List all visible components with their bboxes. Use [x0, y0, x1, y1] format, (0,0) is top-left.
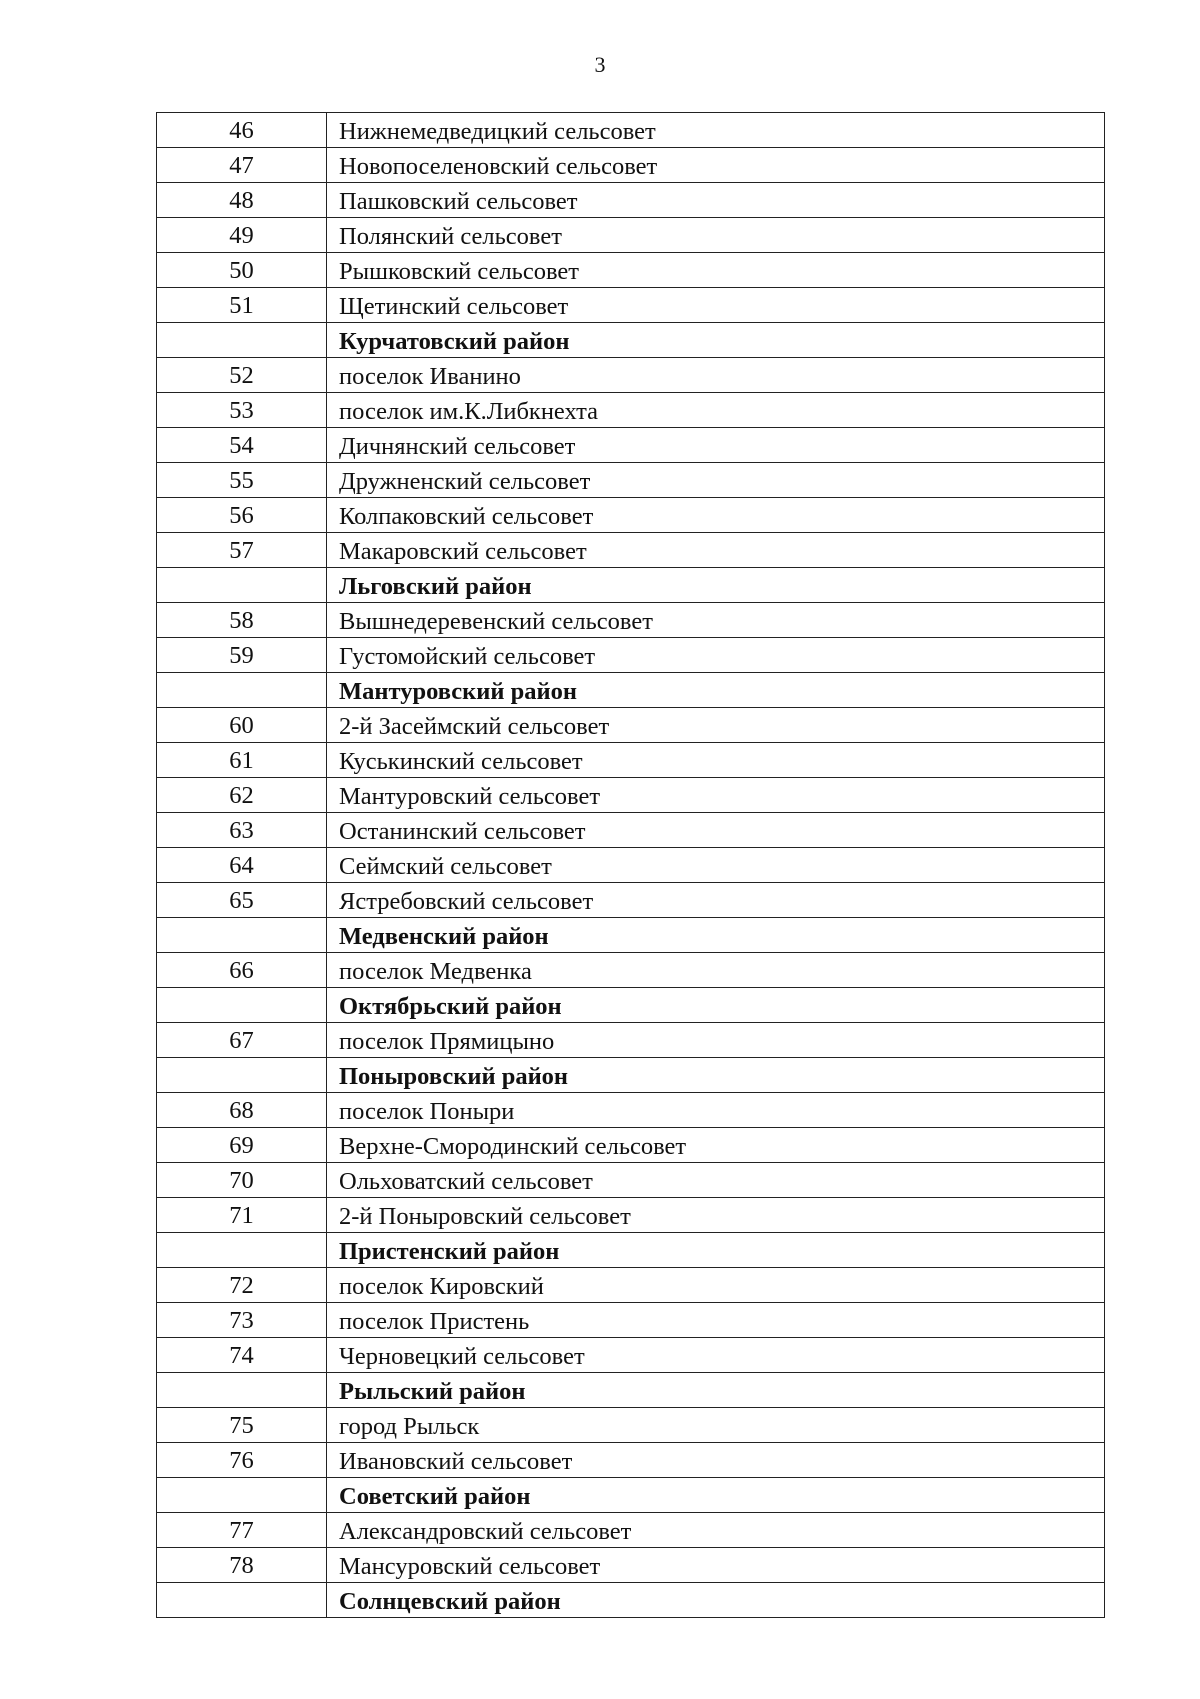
table-row — [157, 813, 1105, 848]
row-number: 48 — [157, 183, 327, 218]
table-row — [157, 1198, 1105, 1233]
settlement-name: Щетинский сельсовет — [327, 288, 1105, 323]
settlement-name: Останинский сельсовет — [327, 813, 1105, 848]
row-number: 61 — [157, 743, 327, 778]
settlement-name: город Рыльск — [327, 1408, 1105, 1443]
table-row — [157, 253, 1105, 288]
row-number: 70 — [157, 1163, 327, 1198]
settlement-name: 2-й Поныровский сельсовет — [327, 1198, 1105, 1233]
row-number — [157, 918, 327, 953]
row-number: 55 — [157, 463, 327, 498]
row-number — [157, 1058, 327, 1093]
row-number — [157, 1583, 327, 1618]
row-number: 54 — [157, 428, 327, 463]
row-number: 67 — [157, 1023, 327, 1058]
settlement-name: Ивановский сельсовет — [327, 1443, 1105, 1478]
row-number: 74 — [157, 1338, 327, 1373]
district-header-row — [157, 1058, 1105, 1093]
settlement-name: поселок Пристень — [327, 1303, 1105, 1338]
settlement-name: Куськинский сельсовет — [327, 743, 1105, 778]
settlement-name: поселок Прямицыно — [327, 1023, 1105, 1058]
settlement-name: Вышнедеревенский сельсовет — [327, 603, 1105, 638]
row-number: 53 — [157, 393, 327, 428]
row-number — [157, 1373, 327, 1408]
settlement-name: Колпаковский сельсовет — [327, 498, 1105, 533]
row-number: 62 — [157, 778, 327, 813]
table-row — [157, 498, 1105, 533]
district-name: Курчатовский район — [327, 323, 1105, 358]
row-number: 63 — [157, 813, 327, 848]
row-number — [157, 988, 327, 1023]
settlement-name: Дружненский сельсовет — [327, 463, 1105, 498]
table-row — [157, 393, 1105, 428]
district-name: Льговский район — [327, 568, 1105, 603]
settlement-name: Рышковский сельсовет — [327, 253, 1105, 288]
settlement-name: Новопоселеновский сельсовет — [327, 148, 1105, 183]
table-row — [157, 428, 1105, 463]
settlement-name: поселок Иванино — [327, 358, 1105, 393]
settlement-name: Мансуровский сельсовет — [327, 1548, 1105, 1583]
district-header-row — [157, 673, 1105, 708]
district-name: Советский район — [327, 1478, 1105, 1513]
row-number: 50 — [157, 253, 327, 288]
table-row — [157, 533, 1105, 568]
table-row — [157, 1303, 1105, 1338]
table-row — [157, 1443, 1105, 1478]
district-header-row — [157, 1478, 1105, 1513]
row-number: 64 — [157, 848, 327, 883]
settlement-name: Ястребовский сельсовет — [327, 883, 1105, 918]
table-row — [157, 463, 1105, 498]
table-row — [157, 218, 1105, 253]
row-number: 47 — [157, 148, 327, 183]
settlement-name: Макаровский сельсовет — [327, 533, 1105, 568]
table-row — [157, 603, 1105, 638]
row-number: 57 — [157, 533, 327, 568]
settlement-name: поселок Поныри — [327, 1093, 1105, 1128]
row-number: 46 — [157, 113, 327, 148]
table-row — [157, 1163, 1105, 1198]
table-row — [157, 183, 1105, 218]
district-header-row — [157, 918, 1105, 953]
row-number: 60 — [157, 708, 327, 743]
row-number: 72 — [157, 1268, 327, 1303]
row-number: 71 — [157, 1198, 327, 1233]
table-row — [157, 1338, 1105, 1373]
table-row — [157, 1128, 1105, 1163]
settlement-name: Сеймский сельсовет — [327, 848, 1105, 883]
row-number: 52 — [157, 358, 327, 393]
settlement-name: Нижнемедведицкий сельсовет — [327, 113, 1105, 148]
settlement-name: поселок Медвенка — [327, 953, 1105, 988]
district-header-row — [157, 1233, 1105, 1268]
table-row — [157, 148, 1105, 183]
district-header-row — [157, 568, 1105, 603]
table-row — [157, 848, 1105, 883]
district-name: Пристенский район — [327, 1233, 1105, 1268]
row-number: 51 — [157, 288, 327, 323]
row-number: 73 — [157, 1303, 327, 1338]
settlement-name: Черновецкий сельсовет — [327, 1338, 1105, 1373]
district-name: Солнцевский район — [327, 1583, 1105, 1618]
settlement-name: Полянский сельсовет — [327, 218, 1105, 253]
district-name: Октябрьский район — [327, 988, 1105, 1023]
row-number: 78 — [157, 1548, 327, 1583]
settlement-name: 2-й Засеймский сельсовет — [327, 708, 1105, 743]
table-body — [157, 113, 1105, 1618]
table-row — [157, 883, 1105, 918]
district-name: Мантуровский район — [327, 673, 1105, 708]
row-number: 69 — [157, 1128, 327, 1163]
table-row — [157, 1513, 1105, 1548]
district-header-row — [157, 1583, 1105, 1618]
row-number: 49 — [157, 218, 327, 253]
table-row — [157, 708, 1105, 743]
settlement-name: поселок Кировский — [327, 1268, 1105, 1303]
settlement-name: Мантуровский сельсовет — [327, 778, 1105, 813]
table-row — [157, 638, 1105, 673]
table-row — [157, 358, 1105, 393]
table-row — [157, 1548, 1105, 1583]
settlement-name: Ольховатский сельсовет — [327, 1163, 1105, 1198]
table-row — [157, 1023, 1105, 1058]
row-number: 77 — [157, 1513, 327, 1548]
table-row — [157, 288, 1105, 323]
row-number: 58 — [157, 603, 327, 638]
district-name: Рыльский район — [327, 1373, 1105, 1408]
district-header-row — [157, 323, 1105, 358]
municipality-table — [156, 112, 1105, 1618]
table-row — [157, 743, 1105, 778]
settlement-name: Густомойский сельсовет — [327, 638, 1105, 673]
settlement-name: поселок им.К.Либкнехта — [327, 393, 1105, 428]
row-number — [157, 673, 327, 708]
table-row — [157, 1408, 1105, 1443]
row-number: 65 — [157, 883, 327, 918]
table-row — [157, 1093, 1105, 1128]
settlement-name: Дичнянский сельсовет — [327, 428, 1105, 463]
settlement-name: Александровский сельсовет — [327, 1513, 1105, 1548]
row-number: 68 — [157, 1093, 327, 1128]
table-row — [157, 1268, 1105, 1303]
row-number: 59 — [157, 638, 327, 673]
district-header-row — [157, 1373, 1105, 1408]
page-number: 3 — [594, 52, 606, 77]
row-number — [157, 1233, 327, 1268]
table-row — [157, 778, 1105, 813]
row-number — [157, 323, 327, 358]
row-number: 75 — [157, 1408, 327, 1443]
district-header-row — [157, 988, 1105, 1023]
row-number — [157, 1478, 327, 1513]
table-row — [157, 953, 1105, 988]
row-number — [157, 568, 327, 603]
table-row — [157, 113, 1105, 148]
row-number: 56 — [157, 498, 327, 533]
district-name: Поныровский район — [327, 1058, 1105, 1093]
settlement-name: Пашковский сельсовет — [327, 183, 1105, 218]
row-number: 76 — [157, 1443, 327, 1478]
settlement-name: Верхне-Смородинский сельсовет — [327, 1128, 1105, 1163]
district-name: Медвенский район — [327, 918, 1105, 953]
row-number: 66 — [157, 953, 327, 988]
